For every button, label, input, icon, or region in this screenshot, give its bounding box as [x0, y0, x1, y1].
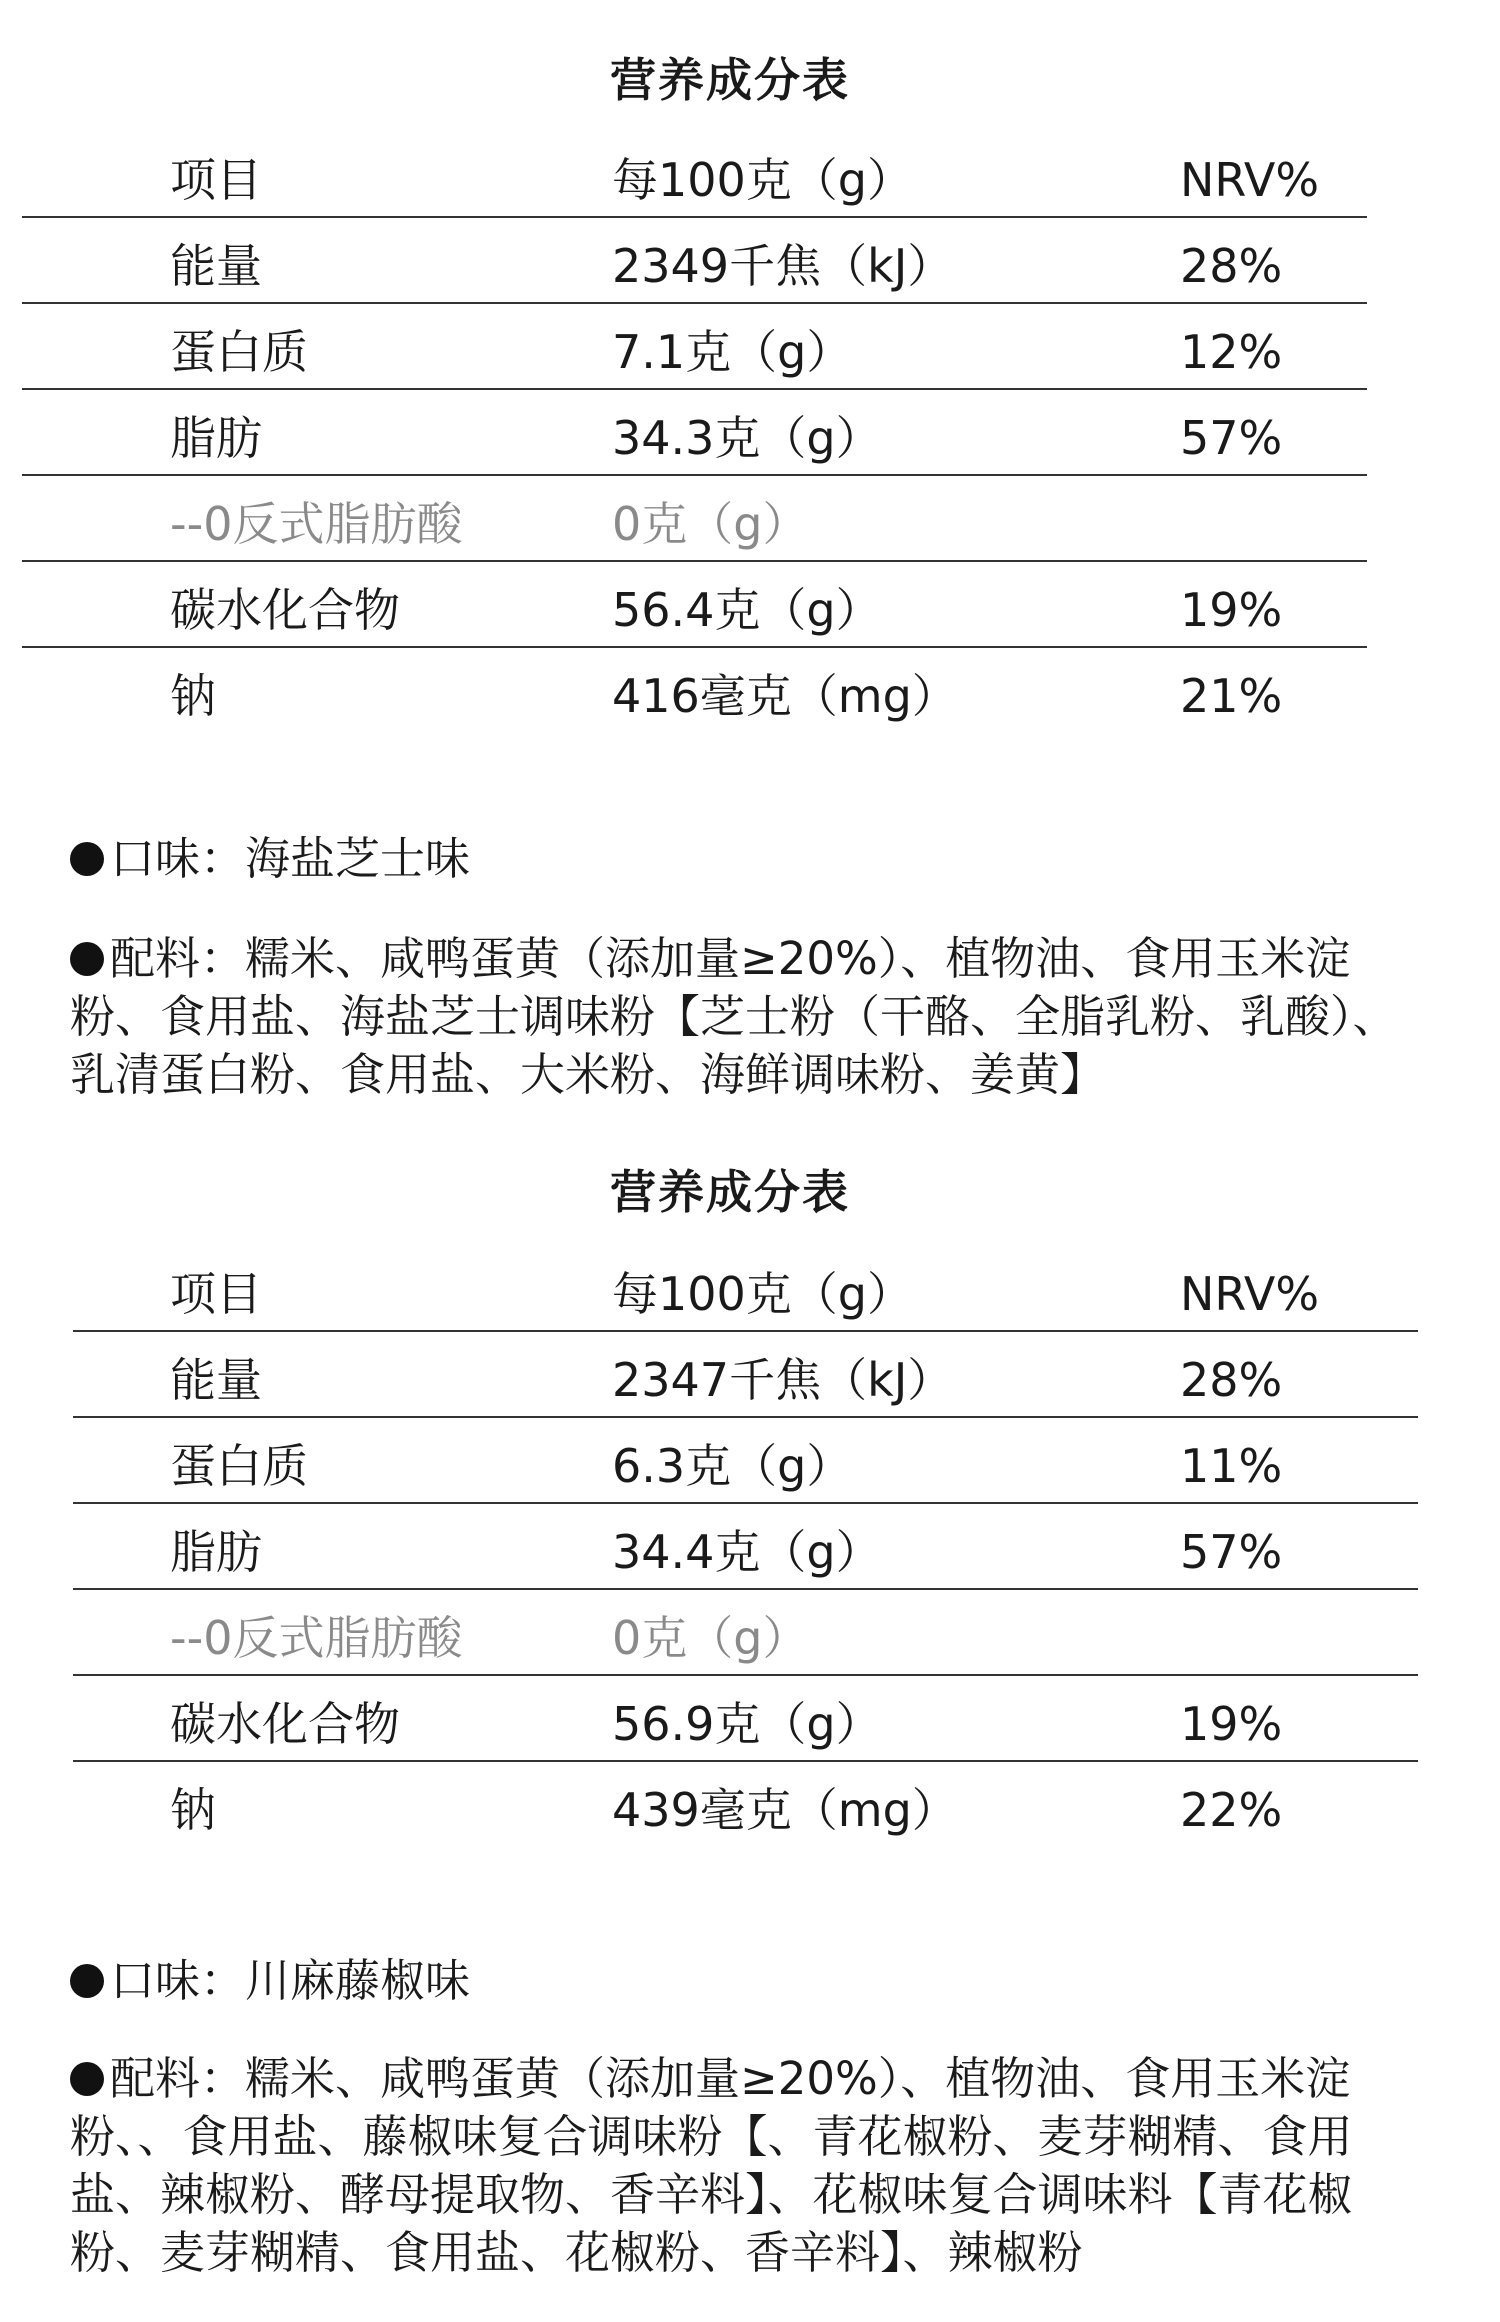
- row-nrv: 28%: [1180, 1353, 1283, 1407]
- ingredients-text: 配料：糯米、咸鸭蛋黄（添加量≥20%）、植物油、食用玉米淀粉、、食用盐、藤椒味复合调味粉【、青花椒粉、麦芽糊精、食用盐、辣椒粉、酵母提取物、香辛料】、花椒味复合调味料【青花椒粉、麦芽糊精、食用盐、花椒粉、香辛料】、辣椒粉: [70, 2052, 1353, 2279]
- row-nrv: 19%: [1180, 583, 1283, 637]
- row-item: --0反式脂肪酸: [170, 497, 463, 551]
- row-nrv: 28%: [1180, 239, 1283, 293]
- row-nrv: 19%: [1180, 1697, 1283, 1751]
- row-value: 416毫克（mg）: [612, 669, 958, 723]
- row-value: 2349千焦（kJ）: [612, 239, 954, 293]
- row-nrv: 12%: [1180, 325, 1283, 379]
- row-nrv: 57%: [1180, 1525, 1283, 1579]
- row-item: 钠: [170, 1783, 216, 1837]
- row-value: 439毫克（mg）: [612, 1783, 958, 1837]
- header-per100: 每100克（g）: [612, 1267, 913, 1321]
- ingredients-text: 配料：糯米、咸鸭蛋黄（添加量≥20%）、植物油、食用玉米淀粉、食用盐、海盐芝士调味粉【芝士粉（干酪、全脂乳粉、乳酸）、乳清蛋白粉、食用盐、大米粉、海鲜调味粉、姜黄】: [70, 932, 1398, 1101]
- row-value: 34.3克（g）: [612, 411, 882, 465]
- row-value: 34.4克（g）: [612, 1525, 882, 1579]
- nutrition-table-2: [73, 1246, 1418, 1846]
- table-row-trans-fat: [73, 1590, 1418, 1676]
- table-row-energy: [73, 1332, 1418, 1418]
- ingredients-paragraph-1: [70, 930, 1420, 1104]
- nutrition-table-title-2: 营养成分表: [610, 1165, 850, 1219]
- row-item: 蛋白质: [170, 325, 308, 379]
- nutrition-table-title-1: 营养成分表: [610, 53, 850, 107]
- row-item: 能量: [170, 239, 262, 293]
- row-nrv: 21%: [1180, 669, 1283, 723]
- table-row-energy: [22, 218, 1367, 304]
- ingredients-paragraph-2: [70, 2050, 1420, 2282]
- row-item: 钠: [170, 669, 216, 723]
- row-value: 56.9克（g）: [612, 1697, 882, 1751]
- header-nrv: NRV%: [1180, 1267, 1320, 1321]
- table-row-trans-fat: [22, 476, 1367, 562]
- header-per100: 每100克（g）: [612, 153, 913, 207]
- row-nrv: 11%: [1180, 1439, 1283, 1493]
- table-row-fat: [22, 390, 1367, 476]
- row-item: 脂肪: [170, 411, 262, 465]
- row-nrv: 22%: [1180, 1783, 1283, 1837]
- table-row-fat: [73, 1504, 1418, 1590]
- row-item: 碳水化合物: [170, 583, 400, 637]
- header-nrv: NRV%: [1180, 153, 1320, 207]
- flavor-line-2: [70, 1952, 1420, 2010]
- row-value: 0克（g）: [612, 497, 809, 551]
- row-value: 6.3克（g）: [612, 1439, 853, 1493]
- bullet-icon: [70, 942, 104, 976]
- table-row-carbohydrate: [73, 1676, 1418, 1762]
- header-item: 项目: [170, 1267, 262, 1321]
- row-value: 0克（g）: [612, 1611, 809, 1665]
- row-value: 56.4克（g）: [612, 583, 882, 637]
- bullet-icon: [70, 2062, 104, 2096]
- bullet-icon: [70, 1964, 104, 1998]
- row-item: 能量: [170, 1353, 262, 1407]
- flavor-text: 口味：海盐芝士味: [110, 832, 471, 885]
- header-item: 项目: [170, 153, 262, 207]
- row-value: 7.1克（g）: [612, 325, 853, 379]
- table-row-protein: [73, 1418, 1418, 1504]
- table-header-row: [22, 132, 1367, 218]
- row-item: --0反式脂肪酸: [170, 1611, 463, 1665]
- row-item: 脂肪: [170, 1525, 262, 1579]
- row-value: 2347千焦（kJ）: [612, 1353, 954, 1407]
- table-row-sodium: [22, 648, 1367, 732]
- table-header-row: [73, 1246, 1418, 1332]
- row-nrv: 57%: [1180, 411, 1283, 465]
- table-row-carbohydrate: [22, 562, 1367, 648]
- nutrition-table-1: [22, 132, 1367, 732]
- table-row-sodium: [73, 1762, 1418, 1846]
- flavor-line-1: [70, 830, 1420, 888]
- bullet-icon: [70, 842, 104, 876]
- flavor-text: 口味：川麻藤椒味: [110, 1954, 471, 2007]
- row-item: 碳水化合物: [170, 1697, 400, 1751]
- table-row-protein: [22, 304, 1367, 390]
- row-item: 蛋白质: [170, 1439, 308, 1493]
